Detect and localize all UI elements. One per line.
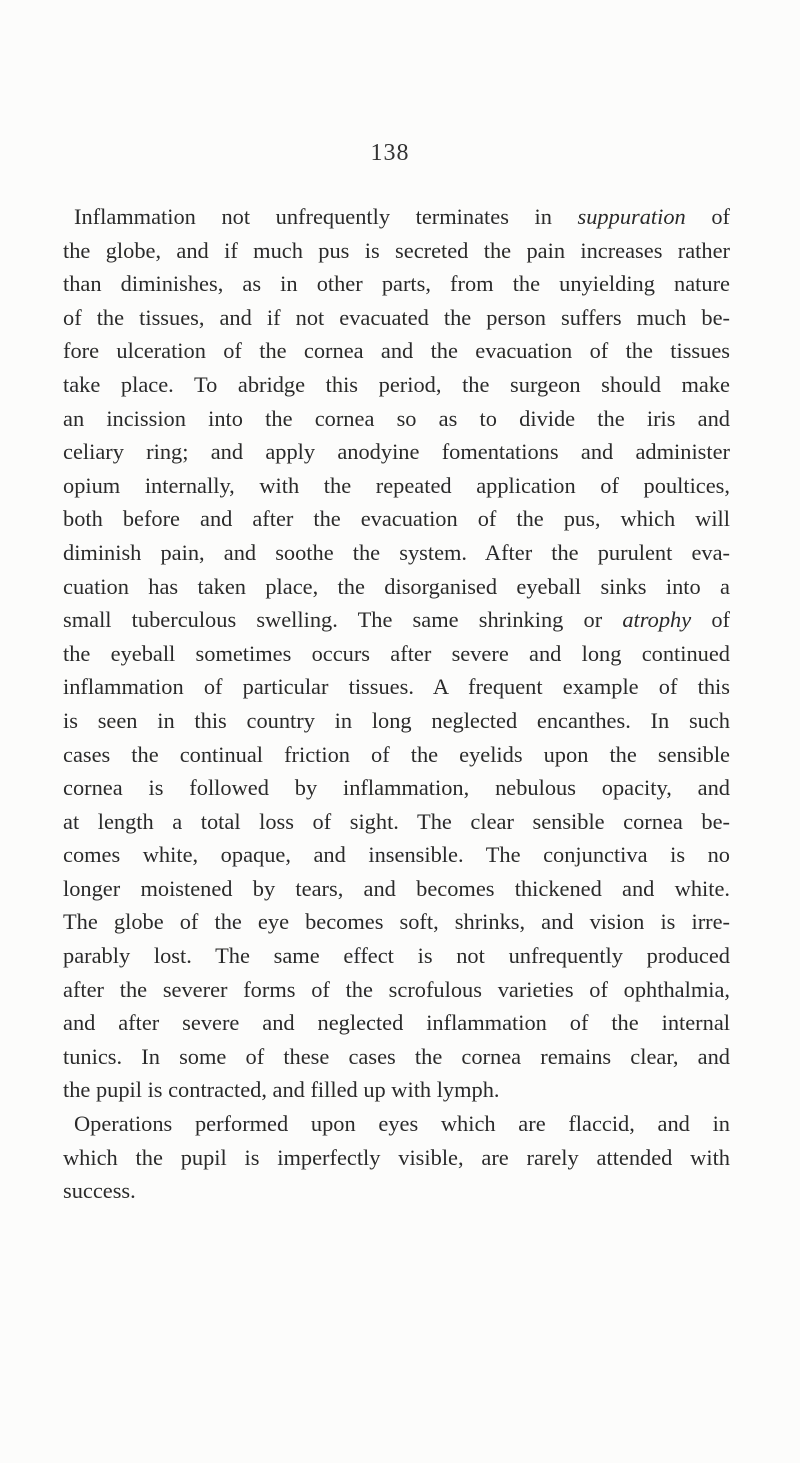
text-line: Operations performed upon eyes which are flaccid, and in <box>74 1111 730 1137</box>
text-line: is seen in this country in long neglected encanthes. In such <box>63 707 730 733</box>
text-line: success. <box>63 1178 136 1204</box>
text-line: at length a total loss of sight. The clear sensible cornea be- <box>63 808 730 834</box>
text-line: of the tissues, and if not evacuated the person suffers much be- <box>63 304 730 330</box>
text-line: than diminishes, as in other parts, from the unyielding nature <box>63 271 730 297</box>
text-line: and after severe and neglected inflammation of the internal <box>63 1010 730 1036</box>
text-line: cuation has taken place, the disorganised eyeball sinks into a <box>63 573 730 599</box>
text-line: cornea is followed by inflammation, nebulous opacity, and <box>63 775 730 801</box>
text-line: which the pupil is imperfectly visible, are rarely attended with <box>63 1144 730 1170</box>
text-line: an incission into the cornea so as to divide the iris and <box>63 405 730 431</box>
text-line: take place. To abridge this period, the surgeon should make <box>63 371 730 397</box>
text-line: small tuberculous swelling. The same shrinking or atrophy of <box>63 607 731 633</box>
text-line: fore ulceration of the cornea and the evacuation of the tissues <box>63 338 730 364</box>
paragraph <box>63 1107 730 1208</box>
text-line: diminish pain, and soothe the system. After the purulent eva- <box>63 539 730 565</box>
text-line: both before and after the evacuation of the pus, which will <box>63 506 730 532</box>
text-line: inflammation of particular tissues. A frequent example of this <box>63 674 730 700</box>
paragraph <box>63 200 730 1107</box>
body-text <box>63 200 730 1208</box>
text-line: comes white, opaque, and insensible. The conjunctiva is no <box>63 842 730 868</box>
text-line: cases the continual friction of the eyelids upon the sensible <box>63 741 730 767</box>
text-line: opium internally, with the repeated application of poultices, <box>63 472 730 498</box>
page-number: 138 <box>370 140 410 166</box>
text-line: longer moistened by tears, and becomes thickened and white. <box>63 875 730 901</box>
text-line: tunics. In some of these cases the cornea remains clear, and <box>63 1043 730 1069</box>
text-line: the globe, and if much pus is secreted the pain increases rather <box>63 237 730 263</box>
text-line: Inflammation not unfrequently terminates in suppuration of <box>74 204 731 229</box>
text-line: celiary ring; and apply anodyine fomentations and administer <box>63 439 730 465</box>
text-line: the pupil is contracted, and filled up with lymph. <box>63 1077 500 1103</box>
text-line: after the severer forms of the scrofulous varieties of ophthalmia, <box>63 976 730 1002</box>
text-line: The globe of the eye becomes soft, shrinks, and vision is irre- <box>63 909 730 935</box>
text-line: the eyeball sometimes occurs after severe and long continued <box>63 640 730 666</box>
text-line: parably lost. The same effect is not unfrequently produced <box>63 943 730 969</box>
